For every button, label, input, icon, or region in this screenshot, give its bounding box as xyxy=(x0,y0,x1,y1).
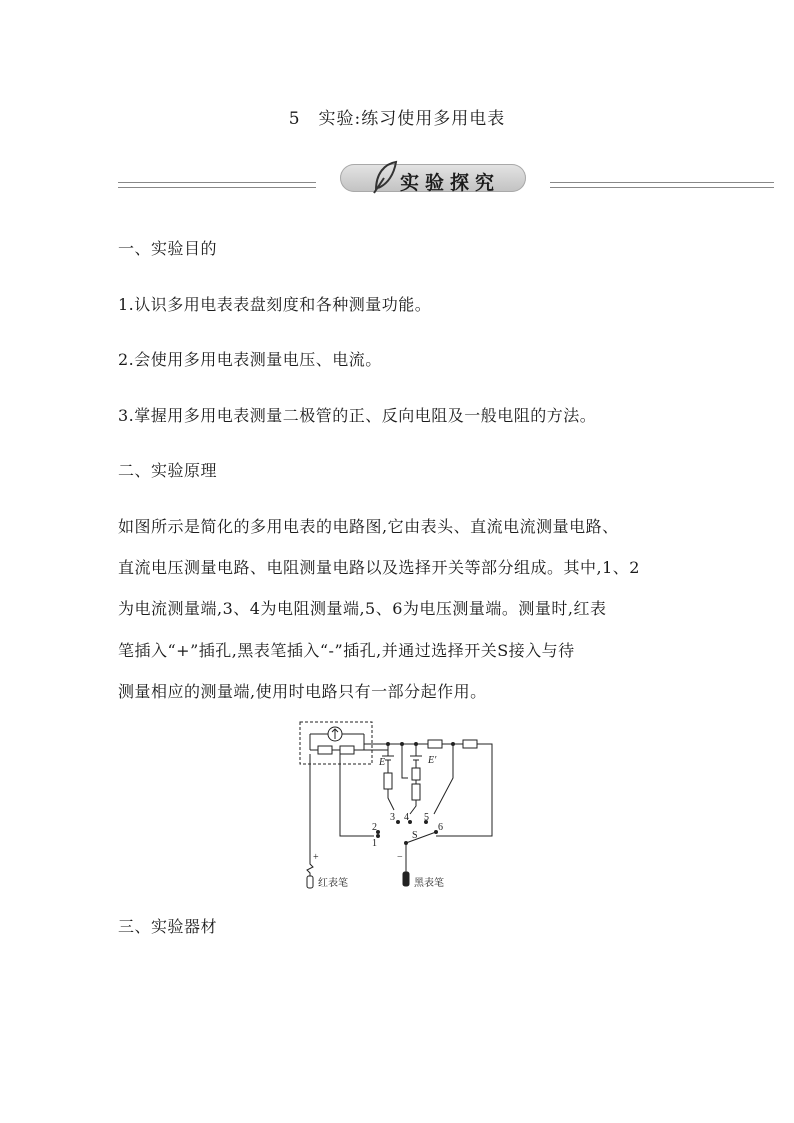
section1-heading: 一、实验目的 xyxy=(118,239,218,258)
banner-label: 实验探究 xyxy=(400,172,501,194)
label-minus: − xyxy=(397,852,403,863)
section-banner xyxy=(118,160,774,196)
resistor-e2 xyxy=(412,768,420,780)
principle-line-2: 直流电压测量电路、电阻测量电路以及选择开关等部分组成。其中,1、2 xyxy=(118,558,640,577)
red-probe-icon xyxy=(307,876,313,888)
label-red-probe: 红表笔 xyxy=(318,878,348,889)
label-terminal-3: 3 xyxy=(390,812,395,823)
section2-heading: 二、实验原理 xyxy=(118,461,218,480)
label-black-probe: 黑表笔 xyxy=(414,878,444,889)
label-terminal-6: 6 xyxy=(438,822,443,833)
principle-line-5: 测量相应的测量端,使用时电路只有一部分起作用。 xyxy=(118,682,487,701)
voltage-resistor-2 xyxy=(463,740,477,748)
label-battery-e: E xyxy=(379,757,386,768)
multimeter-circuit-diagram xyxy=(298,718,508,893)
label-terminal-1: 1 xyxy=(372,838,377,849)
black-probe-icon xyxy=(403,872,409,886)
section3-heading: 三、实验器材 xyxy=(118,917,218,936)
principle-line-3: 为电流测量端,3、4为电阻测量端,5、6为电压测量端。测量时,红表 xyxy=(118,599,607,618)
rheostat-1 xyxy=(384,773,392,789)
banner-rule-left xyxy=(118,182,316,188)
label-switch-s: S xyxy=(412,830,418,841)
rheostat-2 xyxy=(412,784,420,800)
page-title: 5 实验:练习使用多用电表 xyxy=(288,109,506,129)
principle-line-1: 如图所示是简化的多用电表的电路图,它由表头、直流电流测量电路、 xyxy=(118,517,619,536)
objective-item-2: 2.会使用多用电表测量电压、电流。 xyxy=(118,350,382,369)
shunt-resistor-1 xyxy=(318,746,332,754)
banner-rule-right xyxy=(550,182,774,188)
label-plus: + xyxy=(313,852,319,863)
shunt-resistor-2 xyxy=(340,746,354,754)
voltage-resistor-1 xyxy=(428,740,442,748)
label-terminal-2: 2 xyxy=(372,822,377,833)
meter-head-box xyxy=(300,722,372,764)
label-terminal-5: 5 xyxy=(424,812,429,823)
objective-item-1: 1.认识多用电表表盘刻度和各种测量功能。 xyxy=(118,295,432,314)
galvanometer-needle xyxy=(332,729,338,739)
leaf-icon xyxy=(370,160,400,194)
label-terminal-4: 4 xyxy=(404,812,409,823)
label-battery-e2: E′ xyxy=(428,755,437,766)
objective-item-3: 3.掌握用多用电表测量二极管的正、反向电阻及一般电阻的方法。 xyxy=(118,406,597,425)
principle-line-4: 笔插入“+”插孔,黑表笔插入“-”插孔,并通过选择开关S接入与待 xyxy=(118,641,575,660)
